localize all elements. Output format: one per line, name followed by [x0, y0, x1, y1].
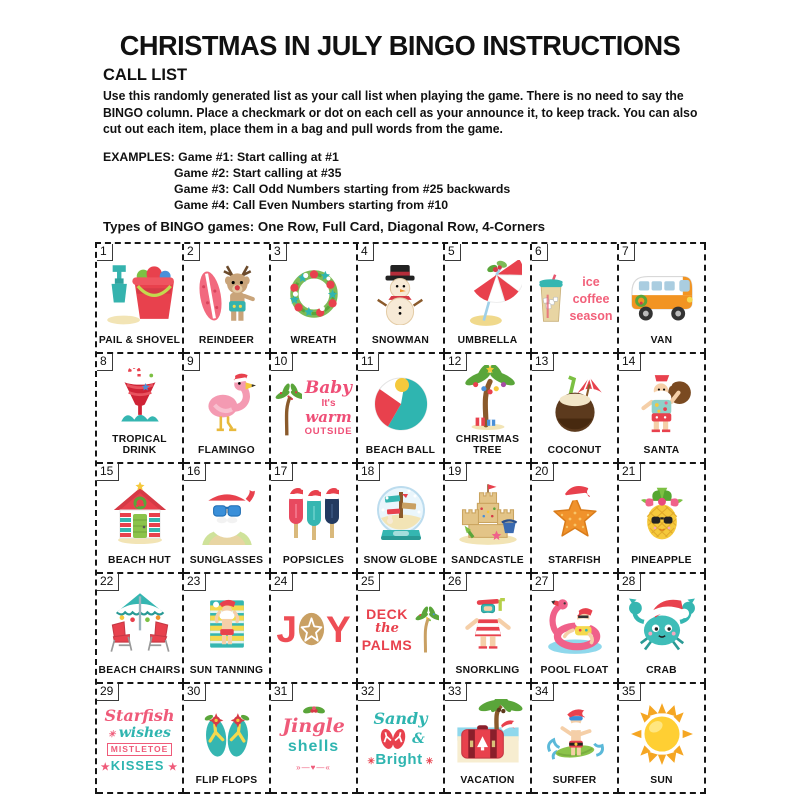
cell-number: 27: [532, 574, 554, 591]
cell-label: PINEAPPLE: [631, 555, 692, 567]
cell-number: 10: [271, 354, 293, 371]
art-text: Y: [325, 609, 351, 650]
bingo-cell-22: [97, 574, 184, 684]
cell-label: SURFER: [552, 775, 597, 787]
bingo-cell-33: [445, 684, 532, 794]
bingo-cell-19: [445, 464, 532, 574]
cell-number: 26: [445, 574, 467, 591]
cell-label: BEACH CHAIRS: [98, 665, 181, 677]
art-text: Baby: [304, 377, 353, 398]
cell-number: 33: [445, 684, 467, 701]
page-title: CHRISTMAS IN JULY BINGO INSTRUCTIONS: [119, 30, 681, 61]
bingo-cell-1: [97, 244, 184, 354]
cell-label: SNOW GLOBE: [363, 555, 438, 567]
cell-label: SUN TANNING: [189, 665, 264, 677]
art-text: ✳ wishes: [108, 725, 171, 742]
cell-number: 8: [97, 354, 113, 371]
bingo-cell-5: [445, 244, 532, 354]
cell-number: 9: [184, 354, 200, 371]
cell-label: BEACH HUT: [108, 555, 171, 567]
examples-block: [103, 150, 723, 214]
cell-label: POPSICLES: [282, 555, 345, 567]
cell-number: 2: [184, 244, 200, 261]
cell-number: 20: [532, 464, 554, 481]
art-text: coffee: [572, 292, 610, 307]
cell-label: SANTA: [643, 445, 680, 457]
cell-number: 18: [358, 464, 380, 481]
bingo-cell-10: [271, 354, 358, 464]
art-text: It's: [321, 397, 336, 409]
bingo-cell-18: [358, 464, 445, 574]
examples-label: EXAMPLES:: [103, 149, 175, 164]
cell-label: WREATH: [290, 335, 337, 347]
cell-number: 4: [358, 244, 374, 261]
palm-tree-icon: [275, 383, 302, 437]
cell-label: SUN: [650, 775, 673, 787]
cell-number: 1: [97, 244, 113, 261]
art-text: &: [412, 731, 425, 748]
bingo-cell-31: [271, 684, 358, 794]
example-line: Game #2: Start calling at #35: [174, 165, 342, 180]
cell-number: 28: [619, 574, 641, 591]
bingo-cell-6: [532, 244, 619, 354]
cell-label: CHRISTMAS TREE: [455, 433, 520, 457]
bingo-cell-27: [532, 574, 619, 684]
bingo-cell-3: [271, 244, 358, 354]
cell-number: 11: [358, 354, 379, 371]
cell-number: 32: [358, 684, 380, 701]
bingo-cell-14: [619, 354, 706, 464]
cell-label: VACATION: [460, 775, 515, 787]
cell-label: SUNGLASSES: [189, 555, 264, 567]
cell-number: 3: [271, 244, 287, 261]
art-text: Sandy: [373, 708, 428, 728]
bingo-cell-7: [619, 244, 706, 354]
bingo-cell-9: [184, 354, 271, 464]
iced-coffee-cup-icon: [536, 273, 566, 326]
cell-label: SANDCASTLE: [451, 555, 524, 567]
bingo-cell-21: [619, 464, 706, 574]
bingo-cell-2: [184, 244, 271, 354]
cell-number: 29: [97, 684, 119, 701]
cell-number: 7: [619, 244, 635, 261]
call-grid: [95, 242, 706, 794]
bingo-cell-15: [97, 464, 184, 574]
example-line: Game #1: Start calling at #1: [178, 149, 339, 164]
cell-number: 25: [358, 574, 380, 591]
art-text: DECK: [366, 605, 408, 622]
art-text: season: [569, 308, 613, 323]
cell-label: BEACH BALL: [365, 445, 436, 457]
cell-label: SNORKLING: [455, 665, 520, 677]
bingo-cell-34: [532, 684, 619, 794]
cell-number: 5: [445, 244, 461, 261]
bingo-cell-24: [271, 574, 358, 684]
cell-label: REINDEER: [198, 335, 255, 347]
bingo-cell-32: [358, 684, 445, 794]
bingo-cell-35: [619, 684, 706, 794]
cell-label: CRAB: [646, 665, 677, 677]
intro-paragraph: Use this randomly generated list as your call list when playing the game. There is no need to say the BINGO column. Place a checkmark or dot on each cell as your announce it, to keep track. You can also cut out each item, place them in a bag and pull words from the game.: [103, 88, 698, 137]
cell-number: 31: [271, 684, 293, 701]
cell-label: POOL FLOAT: [540, 665, 609, 677]
bingo-cell-29: [97, 684, 184, 794]
cell-number: 24: [271, 574, 293, 591]
cell-number: 13: [532, 354, 554, 371]
art-text: Starfish: [104, 705, 175, 725]
cell-label: VAN: [650, 335, 673, 347]
example-line: Game #4: Call Even Numbers starting from #10: [174, 197, 449, 212]
cell-number: 17: [271, 464, 293, 481]
bingo-cell-4: [358, 244, 445, 354]
arrow-decoration: [296, 757, 331, 775]
art-text: MISTLETOE: [107, 743, 173, 756]
cell-number: 23: [184, 574, 206, 591]
art-text: ★ KISSES ★: [101, 758, 178, 773]
cell-number: 19: [445, 464, 467, 481]
bingo-cell-25: [358, 574, 445, 684]
bingo-cell-26: [445, 574, 532, 684]
art-text: shells: [287, 738, 340, 756]
bingo-cell-28: [619, 574, 706, 684]
call-list-heading: CALL LIST: [103, 66, 188, 84]
cell-number: 34: [532, 684, 554, 701]
art-text: Jingle: [282, 715, 345, 738]
art-text: ✳ Bright ✳: [367, 751, 433, 769]
art-text: PALMS: [361, 636, 413, 653]
bingo-cell-12: [445, 354, 532, 464]
example-line: Game #3: Call Odd Numbers starting from #25 backwards: [174, 181, 511, 196]
cell-label: STARFISH: [548, 555, 601, 567]
cell-number: 6: [532, 244, 548, 261]
cell-label: PAIL & SHOVEL: [98, 335, 181, 347]
cell-number: 14: [619, 354, 641, 371]
art-text: warm: [305, 407, 352, 426]
art-text: OUTSIDE: [304, 425, 353, 437]
bingo-cell-11: [358, 354, 445, 464]
bingo-cell-20: [532, 464, 619, 574]
bingo-cell-17: [271, 464, 358, 574]
bingo-cell-16: [184, 464, 271, 574]
art-text: J: [276, 609, 297, 650]
cell-label: UMBRELLA: [457, 335, 518, 347]
cell-number: 22: [97, 574, 119, 591]
cell-label: TROPICAL DRINK: [112, 433, 167, 457]
cell-number: 30: [184, 684, 206, 701]
art-text: ice: [582, 275, 600, 290]
cell-number: 12: [445, 354, 467, 371]
sand-dollar-icon: [298, 612, 325, 646]
cell-number: 35: [619, 684, 641, 701]
bingo-cell-23: [184, 574, 271, 684]
cell-label: SNOWMAN: [371, 335, 430, 347]
instructions-header: [103, 66, 723, 234]
cell-label: COCONUT: [547, 445, 602, 457]
game-types-line: Types of BINGO games: One Row, Full Card, Diagonal Row, 4-Corners: [103, 218, 546, 234]
cell-label: FLIP FLOPS: [195, 775, 258, 787]
cell-label: FLAMINGO: [198, 445, 255, 457]
bingo-cell-8: [97, 354, 184, 464]
cell-number: 15: [97, 464, 119, 481]
flip-flops-icon: [376, 727, 410, 751]
palm-tree-icon: [415, 606, 439, 654]
cell-number: 21: [619, 464, 641, 481]
bingo-cell-13: [532, 354, 619, 464]
bingo-cell-30: [184, 684, 271, 794]
cell-number: 16: [184, 464, 206, 481]
art-text: the: [375, 621, 399, 637]
